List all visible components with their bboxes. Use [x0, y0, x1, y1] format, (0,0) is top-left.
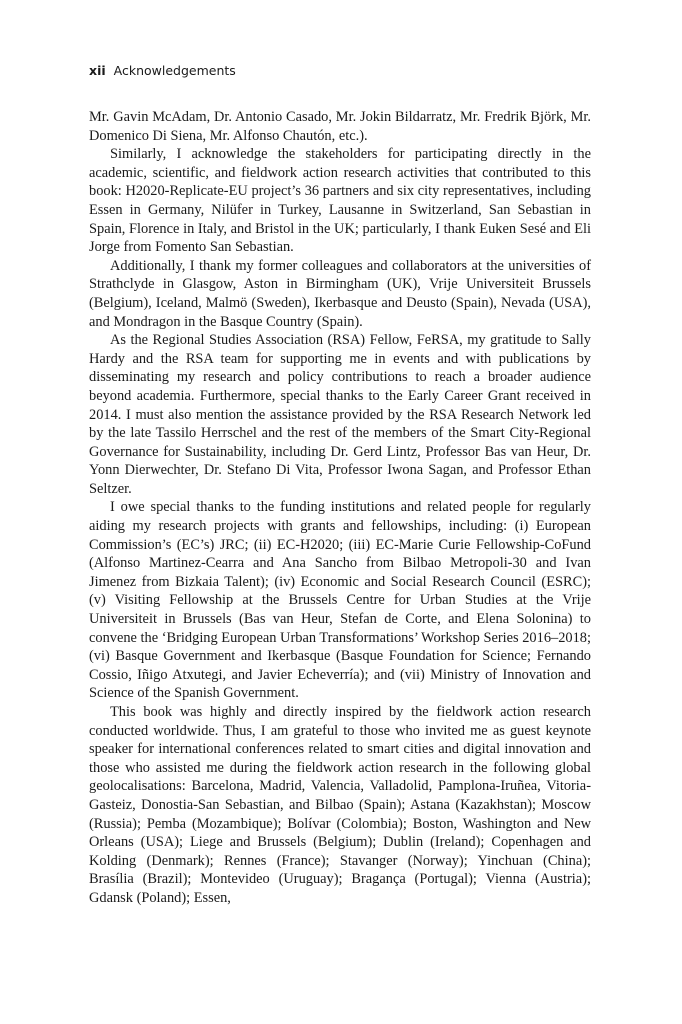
page-number: xii [89, 63, 106, 78]
book-page [89, 0, 591, 1024]
body-text [89, 108, 591, 908]
paragraph-fieldwork: This book was highly and directly inspired by the fieldwork action research conducted worldwide. Thus, I am grateful to those who invited me as guest keynote speaker for international conferences related to smart cities and digital innovation and those who assisted me during the fieldwork action research in the following global geolocalisations: Barcelona, Madrid, Valencia, Valladolid, Pamplona-Iruñea, Vitoria-Gasteiz, Donostia-San Sebastian, and Bilbao (Spain); Astana (Kazakhstan); Moscow (Russia); Pemba (Mozambique); Bolívar (Colombia); Boston, Washington and New Orleans (USA); Liege and Brussels (Belgium); Dublin (Ireland); Copenhagen and Kolding (Denmark); Rennes (France); Stavanger (Norway); Yinchuan (China); Brasília (Brazil); Montevideo (Uruguay); Bragança (Portugal); Vienna (Austria); Gdansk (Poland); Essen, [89, 704, 591, 906]
running-head-title: Acknowledgements [113, 63, 236, 78]
paragraph-stakeholders: Similarly, I acknowledge the stakeholders for participating directly in the academic, scientific, and fieldwork action research activities that contributed to this book: H2020-Replicate-EU project’s 36 partners and six city representatives, including Essen in Germany, Nilüfer in Turkey, Lausanne in Switzerland, San Sebastian in Spain, Florence in Italy, and Bristol in the UK; particularly, I thank Euken Sesé and Eli Jorge from Fomento San Sebastian. [89, 146, 591, 256]
paragraph-funding: I owe special thanks to the funding institutions and related people for regularly aiding my research projects with grants and fellowships, including: (i) European Commission’s (EC’s) JRC; (ii) EC-H2020; (iii) EC-Marie Curie Fellowship-CoFund (Alfonso Martinez-Cearra and Ana Sancho from Bilbao Metropoli-30 and Ivan Jimenez from Bizkaia Talent); (iv) Economic and Social Research Council (ESRC); (v) Visiting Fellowship at the Brussels Centre for Urban Studies at the Vrije Universiteit in Brussels (Bas van Heur, Stefan de Corte, and Elena Solonina) to convene the ‘Bridging European Urban Transformations’ Workshop Series 2016–2018; (vi) Basque Government and Ikerbasque (Basque Foundation for Science; Fernando Cossio, Iñigo Atxutegi, and Javier Echeverría); and (vii) Ministry of Innovation and Science of the Spanish Government. [89, 499, 591, 702]
paragraph-colleagues: Additionally, I thank my former colleagues and collaborators at the universities of Strathclyde in Glasgow, Aston in Birmingham (UK), Vrije Universiteit Brussels (Belgium), Iceland, Malmö (Sweden), Ikerbasque and Deusto (Spain), Nevada (USA), and Mondragon in the Basque Country (Spain). [89, 257, 591, 330]
paragraph-continued: Mr. Gavin McAdam, Dr. Antonio Casado, Mr. Jokin Bildarratz, Mr. Fredrik Björk, Mr. Domenico Di Siena, Mr. Alfonso Chautón, etc.). [89, 109, 591, 144]
paragraph-rsa: As the Regional Studies Association (RSA) Fellow, FeRSA, my gratitude to Sally Hardy and the RSA team for supporting me in events and with publications by disseminating my research and policy contributions to reach a broader audience beyond academia. Furthermore, special thanks to the Early Career Grant received in 2014. I must also mention the assistance provided by the RSA Research Network led by the late Tassilo Herrschel and the rest of the members of the Smart City-Regional Governance for Sustainability, including Dr. Gerd Lintz, Professor Bas van Heur, Dr. Yonn Dierwechter, Dr. Stefano Di Vita, Professor Iwona Sagan, and Professor Ethan Seltzer. [89, 332, 591, 497]
running-head [89, 63, 236, 79]
